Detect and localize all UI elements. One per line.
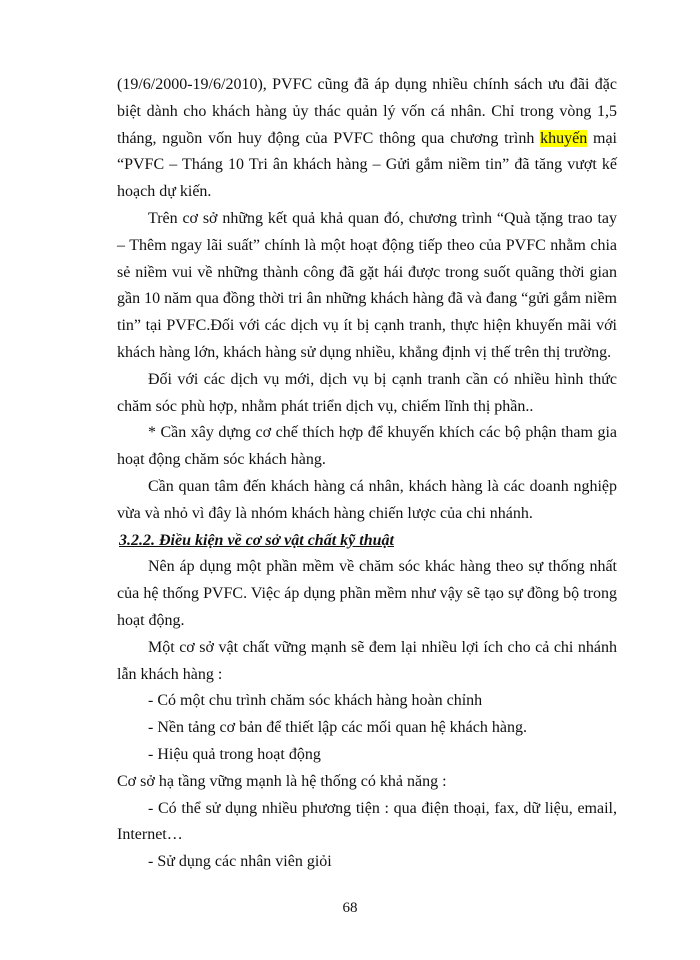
paragraph-5: Cần quan tâm đến khách hàng cá nhân, khách hàng là các doanh nghiệp vừa và nhỏ vì đây là nhóm khách hàng chiến lược của chi nhánh. [117, 477, 617, 522]
paragraph-3: Đối với các dịch vụ mới, dịch vụ bị cạnh tranh cần có nhiều hình thức chăm sóc phù hợp, nhằm phát triển dịch vụ, chiếm lĩnh thị phần.. [117, 370, 617, 415]
paragraph-1-text-start: (19/6/2000-19/6/2010), PVFC cũng đã áp dụng nhiều chính sách ưu đãi đặc biệt dành cho khách hàng ủy thác quản lý vốn cá nhân. Chỉ trong vòng 1,5 tháng, nguồn vốn huy động của PVFC thông qua chương trình [117, 76, 617, 147]
paragraph-7: Một cơ sở vật chất vững mạnh sẽ đem lại nhiều lợi ích cho cả chi nhánh lẫn khách hàng : [117, 638, 617, 683]
page-number: 68 [342, 900, 358, 916]
paragraph-2: Trên cơ sở những kết quả khả quan đó, chương trình “Quà tặng trao tay – Thêm ngay lãi suất” chính là một hoạt động tiếp theo của PVFC nhằm chia sẻ niềm vui về những thành công đã gặt hái được trong suốt quãng thời gian gần 10 năm qua đồng thời tri ân những khách hàng đã và đang “gửi gắm niềm tin” tại PVFC.Đối với các dịch vụ ít bị cạnh tranh, thực hiện khuyến mãi với khách hàng lớn, khách hàng sử dụng nhiều, khẳng định vị thế trên thị trường. [117, 209, 617, 361]
paragraph-4: * Cần xây dựng cơ chế thích hợp để khuyến khích các bộ phận tham gia hoạt động chăm sóc khách hàng. [117, 424, 617, 469]
paragraph-8: Cơ sở hạ tầng vững mạnh là hệ thống có khả năng : [117, 772, 447, 790]
paragraph-1-text-end: mại “PVFC – Tháng 10 Tri ân khách hàng – Gửi gắm niềm tin” đã tăng vượt kế hoạch dự kiến. [117, 129, 617, 201]
list-item: - Hiệu quả trong hoạt động [148, 745, 321, 763]
list-item: - Sử dụng các nhân viên giỏi [148, 853, 332, 871]
list-item: - Có một chu trình chăm sóc khách hàng hoàn chỉnh [148, 692, 483, 710]
paragraph-9: - Có thể sử dụng nhiều phương tiện : qua điện thoại, fax, dữ liệu, email, Internet… [117, 799, 617, 844]
page-body [117, 72, 617, 876]
section-heading: 3.2.2. Điều kiện về cơ sở vật chất kỹ thuật [119, 531, 394, 549]
highlighted-word: khuyến [540, 129, 588, 147]
list-item: - Nền tảng cơ bản để thiết lập các mối quan hệ khách hàng. [148, 719, 527, 737]
paragraph-6: Nên áp dụng một phần mềm về chăm sóc khác hàng theo sự thống nhất của hệ thống PVFC. Việc áp dụng phần mềm như vậy sẽ tạo sự đồng bộ trong hoạt động. [117, 558, 617, 629]
paragraph-1 [117, 72, 617, 206]
